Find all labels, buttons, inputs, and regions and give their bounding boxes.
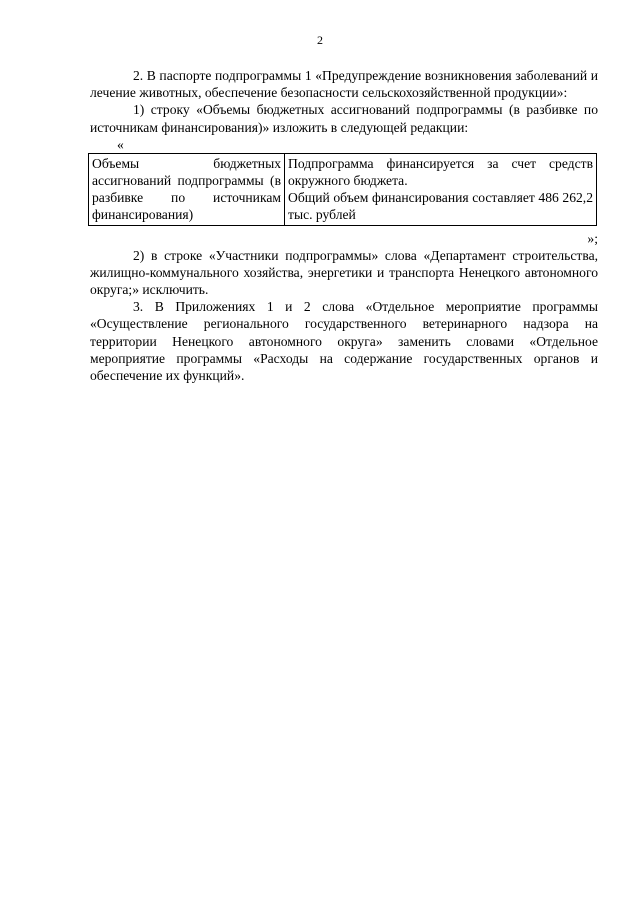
table-cell-value <box>285 153 597 225</box>
financing-total-text: Общий объем финансирования составляет 486 262,2 тыс. рублей <box>288 190 593 223</box>
paragraph-item-2: 2. В паспорте подпрограммы 1 «Предупреждение возникновения заболеваний и лечение животных, обеспечение безопасности сельскохозяйственной продукции»: <box>90 68 598 101</box>
closing-quote: »; <box>587 230 598 246</box>
page-number: 2 <box>317 33 323 47</box>
financing-source-text: Подпрограмма финансируется за счет средств окружного бюджета. <box>288 155 593 189</box>
paragraph-item-2-1: 1) строку «Объемы бюджетных ассигнований подпрограммы (в разбивке по источникам финансирования)» изложить в следующей редакции: <box>90 102 598 135</box>
document-body <box>90 67 598 384</box>
table-cell-label <box>89 153 285 225</box>
opening-quote: « <box>117 136 124 152</box>
budget-allocation-label: Объемы бюджетных ассигнований подпрограммы (в разбивке по источникам финансирования) <box>92 155 281 223</box>
paragraph-item-2-2: 2) в строке «Участники подпрограммы» слова «Департамент строительства, жилищно-коммунального хозяйства, энергетики и транспорта Ненецкого автономного округа;» исключить. <box>90 247 598 298</box>
passport-table <box>88 153 597 226</box>
table-row <box>89 153 597 225</box>
paragraph-item-3: 3. В Приложениях 1 и 2 слова «Отдельное мероприятие программы «Осуществление регионального государственного ветеринарного надзора на территории Ненецкого автономного округа» заменить словами «Отдельное мероприятие программы «Расходы на содержание государственных органов и обеспечение их функций». <box>90 299 598 384</box>
